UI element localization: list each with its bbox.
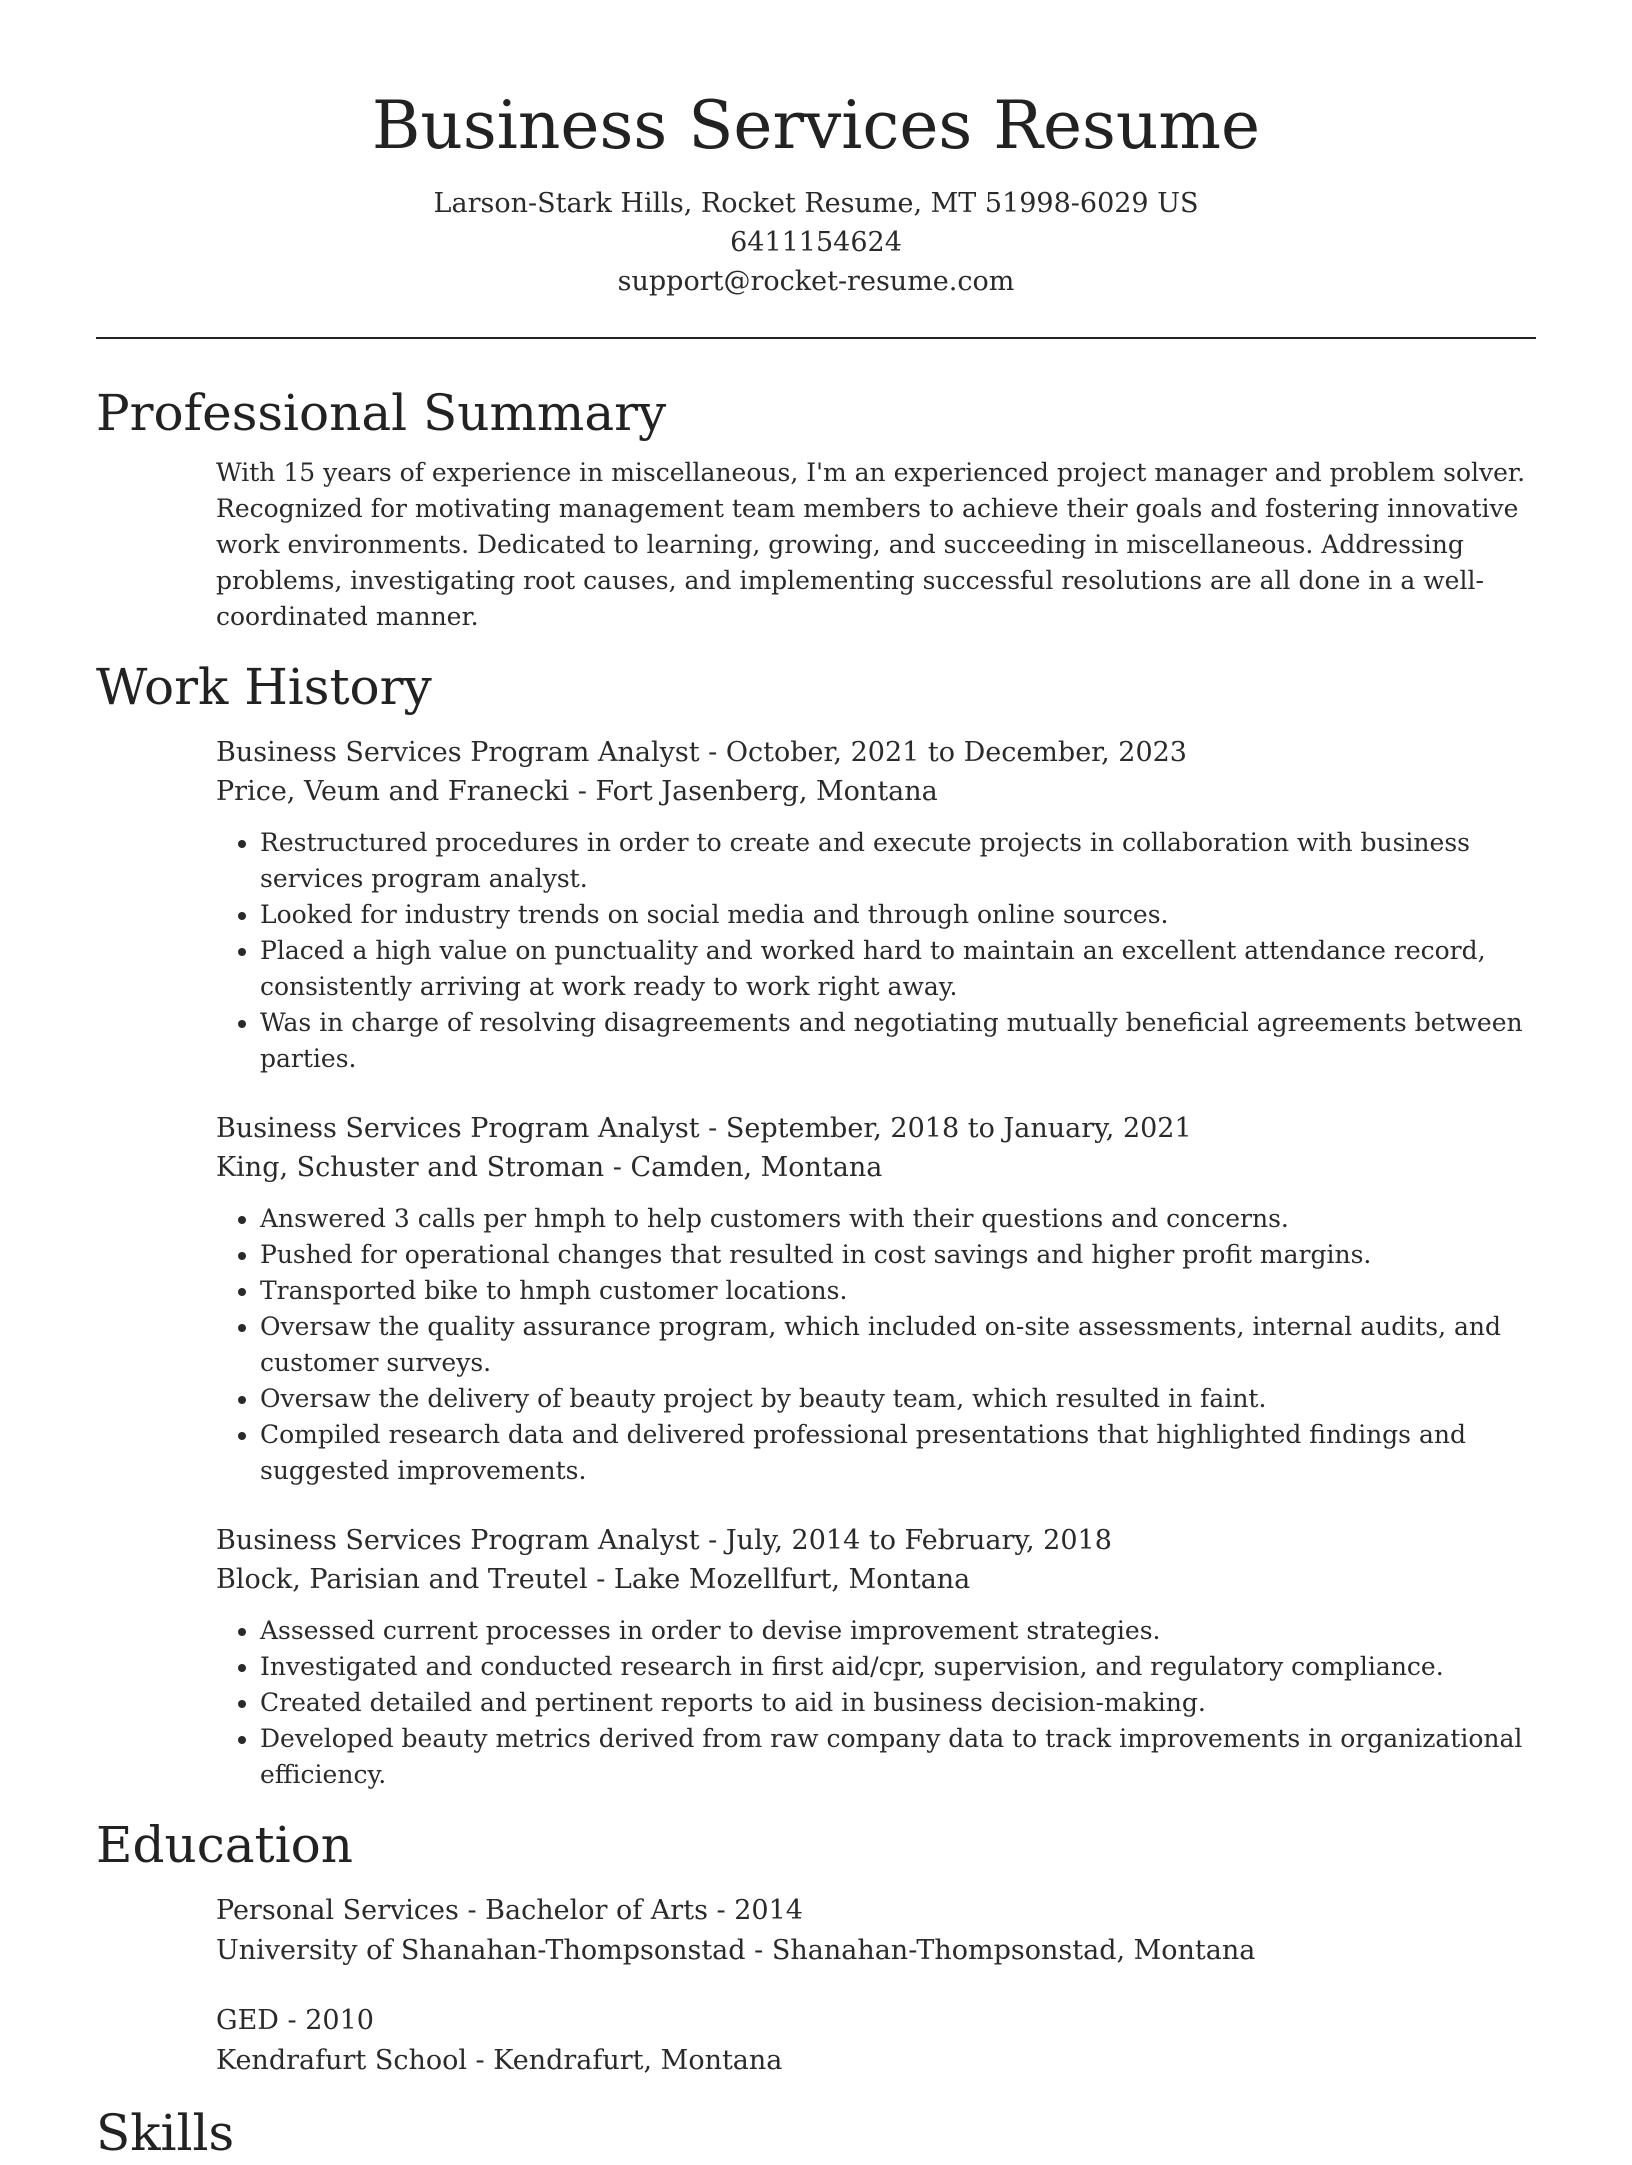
work-history-body: [216, 733, 1536, 1793]
summary-text: With 15 years of experience in miscellaneous, I'm an experienced project manager and problem solver. Recognized for motivating management team members to achieve their goals and fostering innovative work environments. Dedicated to learning, growing, and succeeding in miscellaneous. Addressing problems, investigating root causes, and implementing successful resolutions are all done in a well-coordinated manner.: [216, 458, 1526, 631]
education-school: University of Shanahan-Thompsonstad - Shanahan-Thompsonstad, Montana: [216, 1935, 1256, 1966]
summary-heading: Professional Summary: [96, 384, 667, 442]
job-title: Business Services Program Analyst - July, 2014 to February, 2018: [216, 1525, 1112, 1556]
job-bullet: • Investigated and conducted research in first aid/cpr, supervision, and regulatory compliance.: [260, 1649, 1536, 1685]
job-entry: [216, 733, 1536, 1077]
job-bullet: • Was in charge of resolving disagreements and negotiating mutually beneficial agreements between parties.: [260, 1005, 1536, 1077]
contact-email: support@rocket-resume.com: [617, 266, 1015, 297]
job-bullets: [216, 1613, 1536, 1793]
education-degree: Personal Services - Bachelor of Arts - 2014: [216, 1895, 803, 1926]
job-bullet: • Developed beauty metrics derived from raw company data to track improvements in organizational efficiency.: [260, 1721, 1536, 1793]
contact-address: Larson-Stark Hills, Rocket Resume, MT 51998-6029 US: [433, 188, 1199, 219]
header-divider: [96, 337, 1536, 339]
job-entry: [216, 1521, 1536, 1793]
education-entry: [216, 1891, 1536, 1971]
job-bullet: • Placed a high value on punctuality and worked hard to maintain an excellent attendance record, consistently arriving at work ready to work right away.: [260, 933, 1536, 1005]
job-bullet: • Compiled research data and delivered professional presentations that highlighted findings and suggested improvements.: [260, 1417, 1536, 1489]
resume-title: Business Services Resume: [371, 87, 1261, 164]
job-employer: Price, Veum and Franecki - Fort Jasenberg, Montana: [216, 776, 938, 807]
education-body: [216, 1891, 1536, 2081]
job-employer: Block, Parisian and Treutel - Lake Mozellfurt, Montana: [216, 1564, 971, 1595]
education-heading: Education: [96, 1816, 353, 1874]
job-bullet: • Transported bike to hmph customer locations.: [260, 1273, 1536, 1309]
job-bullets: [216, 1201, 1536, 1489]
job-bullet: • Restructured procedures in order to create and execute projects in collaboration with business services program analyst.: [260, 825, 1536, 897]
work-history-heading: Work History: [96, 658, 432, 716]
job-bullet: • Oversaw the quality assurance program, which included on-site assessments, internal audits, and customer surveys.: [260, 1309, 1536, 1381]
job-bullet: • Answered 3 calls per hmph to help customers with their questions and concerns.: [260, 1201, 1536, 1237]
work-history-section: [96, 655, 1536, 1793]
resume-page: [96, 0, 1536, 2165]
education-entry: [216, 2001, 1536, 2081]
job-employer: King, Schuster and Stroman - Camden, Montana: [216, 1152, 883, 1183]
skills-heading: Skills: [96, 2104, 235, 2162]
job-bullet: • Oversaw the delivery of beauty project by beauty team, which resulted in faint.: [260, 1381, 1536, 1417]
job-title: Business Services Program Analyst - September, 2018 to January, 2021: [216, 1113, 1192, 1144]
contact-phone: 6411154624: [730, 227, 902, 258]
skills-section: [96, 2101, 1536, 2165]
job-title: Business Services Program Analyst - October, 2021 to December, 2023: [216, 737, 1187, 768]
job-bullet: • Created detailed and pertinent reports to aid in business decision-making.: [260, 1685, 1536, 1721]
job-bullet: • Looked for industry trends on social media and through online sources.: [260, 897, 1536, 933]
resume-header: [96, 0, 1536, 301]
education-school: Kendrafurt School - Kendrafurt, Montana: [216, 2045, 783, 2076]
education-section: [96, 1813, 1536, 2081]
summary-section: [96, 381, 1536, 635]
job-entry: [216, 1109, 1536, 1489]
job-bullet: • Pushed for operational changes that resulted in cost savings and higher profit margins.: [260, 1237, 1536, 1273]
job-bullet: • Assessed current processes in order to devise improvement strategies.: [260, 1613, 1536, 1649]
education-degree: GED - 2010: [216, 2005, 374, 2036]
contact-block: [96, 184, 1536, 301]
summary-body: [216, 455, 1536, 635]
job-bullets: [216, 825, 1536, 1077]
